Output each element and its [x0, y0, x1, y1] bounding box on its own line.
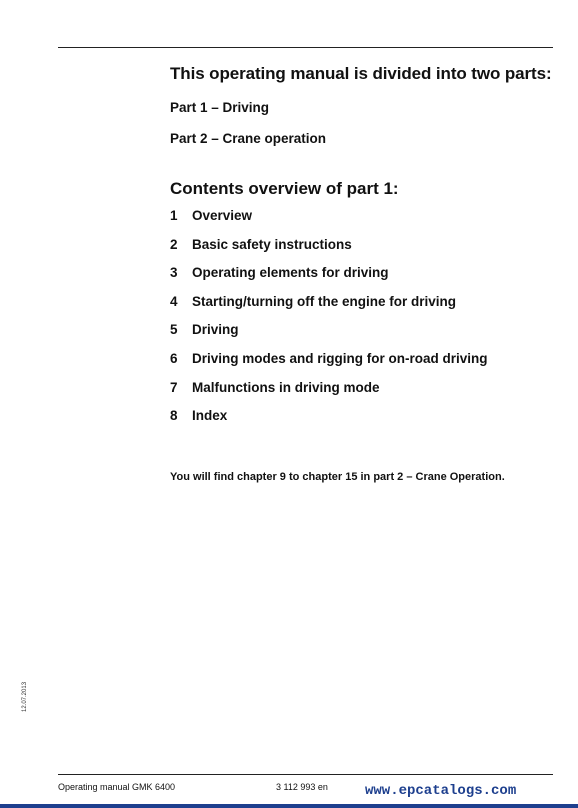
side-date: 12.07.2013	[22, 681, 28, 712]
contents-heading: Contents overview of part 1:	[170, 179, 399, 198]
footer-doc-number: 3 112 993 en	[276, 782, 328, 792]
top-rule	[58, 47, 553, 48]
bottom-rule	[58, 774, 553, 775]
toc-number: 1	[170, 208, 178, 223]
toc-title: Operating elements for driving	[192, 265, 389, 281]
part-2-note: You will find chapter 9 to chapter 15 in part 2 – Crane Operation.	[170, 471, 505, 483]
toc-item	[170, 322, 488, 351]
table-of-contents	[170, 208, 488, 437]
toc-title: Starting/turning off the engine for driving	[192, 293, 456, 309]
toc-number: 7	[170, 379, 178, 395]
toc-title: Index	[192, 408, 228, 424]
part-2-label: Part 2 – Crane operation	[170, 131, 327, 146]
toc-number: 8	[170, 408, 178, 424]
part-1-label: Part 1 – Driving	[170, 100, 270, 115]
toc-item	[170, 208, 488, 237]
toc-number: 2	[170, 236, 178, 252]
toc-number: 4	[170, 293, 178, 309]
toc-item	[170, 265, 488, 294]
page-heading: This operating manual is divided into two parts:	[170, 64, 552, 83]
toc-item	[170, 237, 488, 266]
toc-item	[170, 294, 488, 323]
toc-number: 3	[170, 265, 178, 281]
toc-title: Driving modes and rigging for on-road driving	[192, 350, 488, 366]
toc-number: 6	[170, 350, 178, 366]
footer-manual-title: Operating manual GMK 6400	[58, 782, 176, 792]
watermark-link[interactable]: www.epcatalogs.com	[365, 783, 517, 799]
toc-item	[170, 380, 488, 409]
bottom-bar	[0, 804, 578, 808]
toc-title: Malfunctions in driving mode	[192, 379, 380, 395]
toc-number: 5	[170, 322, 178, 338]
toc-item	[170, 351, 488, 380]
toc-title: Driving	[192, 322, 239, 338]
toc-item	[170, 408, 488, 437]
toc-title: Basic safety instructions	[192, 236, 352, 252]
toc-title: Overview	[192, 208, 253, 223]
